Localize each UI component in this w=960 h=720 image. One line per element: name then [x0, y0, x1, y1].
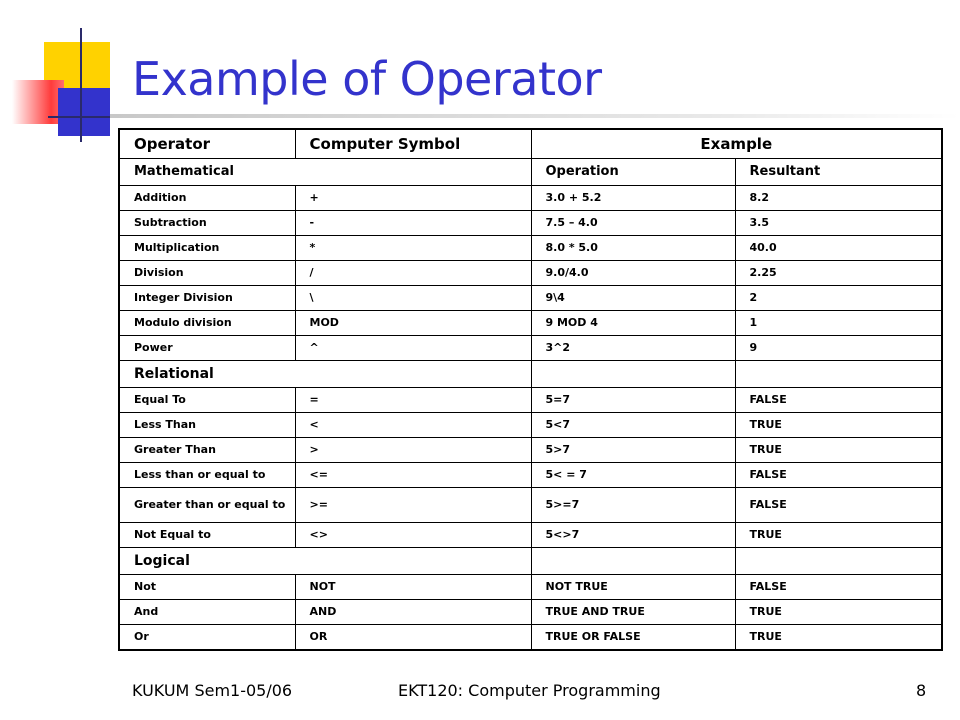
- table-row: [119, 336, 942, 361]
- operation-cell: 5<>7: [531, 523, 735, 548]
- operator-cell: Subtraction: [119, 211, 295, 236]
- section-label: Relational: [119, 361, 531, 388]
- symbol-cell: <=: [295, 463, 531, 488]
- resultant-cell: 40.0: [735, 236, 942, 261]
- symbol-cell: <: [295, 413, 531, 438]
- table-row: [119, 261, 942, 286]
- symbol-cell: OR: [295, 625, 531, 651]
- operation-cell: NOT TRUE: [531, 575, 735, 600]
- resultant-cell: 9: [735, 336, 942, 361]
- symbol-cell: AND: [295, 600, 531, 625]
- slide-title: Example of Operator: [132, 52, 602, 106]
- title-underline: [110, 114, 960, 118]
- resultant-cell: 1: [735, 311, 942, 336]
- table-row: [119, 523, 942, 548]
- table-row: [119, 286, 942, 311]
- table-row: [119, 625, 942, 651]
- page-number: 8: [916, 681, 927, 700]
- operator-cell: Power: [119, 336, 295, 361]
- deco-blue-square: [58, 88, 110, 136]
- symbol-cell: >: [295, 438, 531, 463]
- operation-cell: 9 MOD 4: [531, 311, 735, 336]
- operator-cell: Not Equal to: [119, 523, 295, 548]
- symbol-cell: >=: [295, 488, 531, 523]
- operator-cell: Equal To: [119, 388, 295, 413]
- empty-cell: [531, 361, 735, 388]
- resultant-cell: FALSE: [735, 488, 942, 523]
- subheader-resultant: Resultant: [735, 159, 942, 186]
- operation-cell: TRUE AND TRUE: [531, 600, 735, 625]
- table-header-row: [119, 129, 942, 159]
- footer-center: EKT120: Computer Programming: [398, 681, 661, 700]
- symbol-cell: /: [295, 261, 531, 286]
- table-row: [119, 211, 942, 236]
- resultant-cell: 8.2: [735, 186, 942, 211]
- operation-cell: 5< = 7: [531, 463, 735, 488]
- resultant-cell: FALSE: [735, 463, 942, 488]
- operator-cell: Multiplication: [119, 236, 295, 261]
- resultant-cell: FALSE: [735, 388, 942, 413]
- section-row-relational: [119, 361, 942, 388]
- empty-cell: [735, 548, 942, 575]
- operator-cell: Division: [119, 261, 295, 286]
- operator-cell: Greater Than: [119, 438, 295, 463]
- footer-left: KUKUM Sem1-05/06: [132, 681, 293, 700]
- table-row: [119, 413, 942, 438]
- operation-cell: 5=7: [531, 388, 735, 413]
- operation-cell: 5>7: [531, 438, 735, 463]
- resultant-cell: 2: [735, 286, 942, 311]
- resultant-cell: TRUE: [735, 413, 942, 438]
- operator-cell: Addition: [119, 186, 295, 211]
- empty-cell: [735, 361, 942, 388]
- operator-table: [118, 128, 943, 651]
- table-row: [119, 575, 942, 600]
- operation-cell: 9.0/4.0: [531, 261, 735, 286]
- table-row: [119, 463, 942, 488]
- operation-cell: 3.0 + 5.2: [531, 186, 735, 211]
- symbol-cell: MOD: [295, 311, 531, 336]
- operator-cell: Integer Division: [119, 286, 295, 311]
- resultant-cell: TRUE: [735, 438, 942, 463]
- table-row: [119, 600, 942, 625]
- operator-cell: And: [119, 600, 295, 625]
- resultant-cell: TRUE: [735, 600, 942, 625]
- deco-vertical-line: [80, 28, 82, 142]
- symbol-cell: <>: [295, 523, 531, 548]
- operator-cell: Or: [119, 625, 295, 651]
- table-row: [119, 388, 942, 413]
- resultant-cell: 3.5: [735, 211, 942, 236]
- header-operator: Operator: [119, 129, 295, 159]
- operation-cell: 5>=7: [531, 488, 735, 523]
- operation-cell: 5<7: [531, 413, 735, 438]
- symbol-cell: *: [295, 236, 531, 261]
- section-row-mathematical: [119, 159, 942, 186]
- operator-cell: Less than or equal to: [119, 463, 295, 488]
- table-row: [119, 186, 942, 211]
- table-row: [119, 311, 942, 336]
- symbol-cell: ^: [295, 336, 531, 361]
- operator-cell: Greater than or equal to: [119, 488, 295, 523]
- symbol-cell: -: [295, 211, 531, 236]
- section-label: Logical: [119, 548, 531, 575]
- section-row-logical: [119, 548, 942, 575]
- section-label: Mathematical: [119, 159, 531, 186]
- operator-cell: Less Than: [119, 413, 295, 438]
- operation-cell: TRUE OR FALSE: [531, 625, 735, 651]
- operator-cell: Not: [119, 575, 295, 600]
- operation-cell: 3^2: [531, 336, 735, 361]
- resultant-cell: FALSE: [735, 575, 942, 600]
- resultant-cell: TRUE: [735, 625, 942, 651]
- table-row: [119, 438, 942, 463]
- operator-cell: Modulo division: [119, 311, 295, 336]
- operation-cell: 7.5 – 4.0: [531, 211, 735, 236]
- operation-cell: 9\4: [531, 286, 735, 311]
- resultant-cell: TRUE: [735, 523, 942, 548]
- subheader-operation: Operation: [531, 159, 735, 186]
- table-row: [119, 488, 942, 523]
- symbol-cell: =: [295, 388, 531, 413]
- header-computer-symbol: Computer Symbol: [295, 129, 531, 159]
- operation-cell: 8.0 * 5.0: [531, 236, 735, 261]
- symbol-cell: \: [295, 286, 531, 311]
- resultant-cell: 2.25: [735, 261, 942, 286]
- table-row: [119, 236, 942, 261]
- empty-cell: [531, 548, 735, 575]
- symbol-cell: +: [295, 186, 531, 211]
- symbol-cell: NOT: [295, 575, 531, 600]
- header-example: Example: [531, 129, 942, 159]
